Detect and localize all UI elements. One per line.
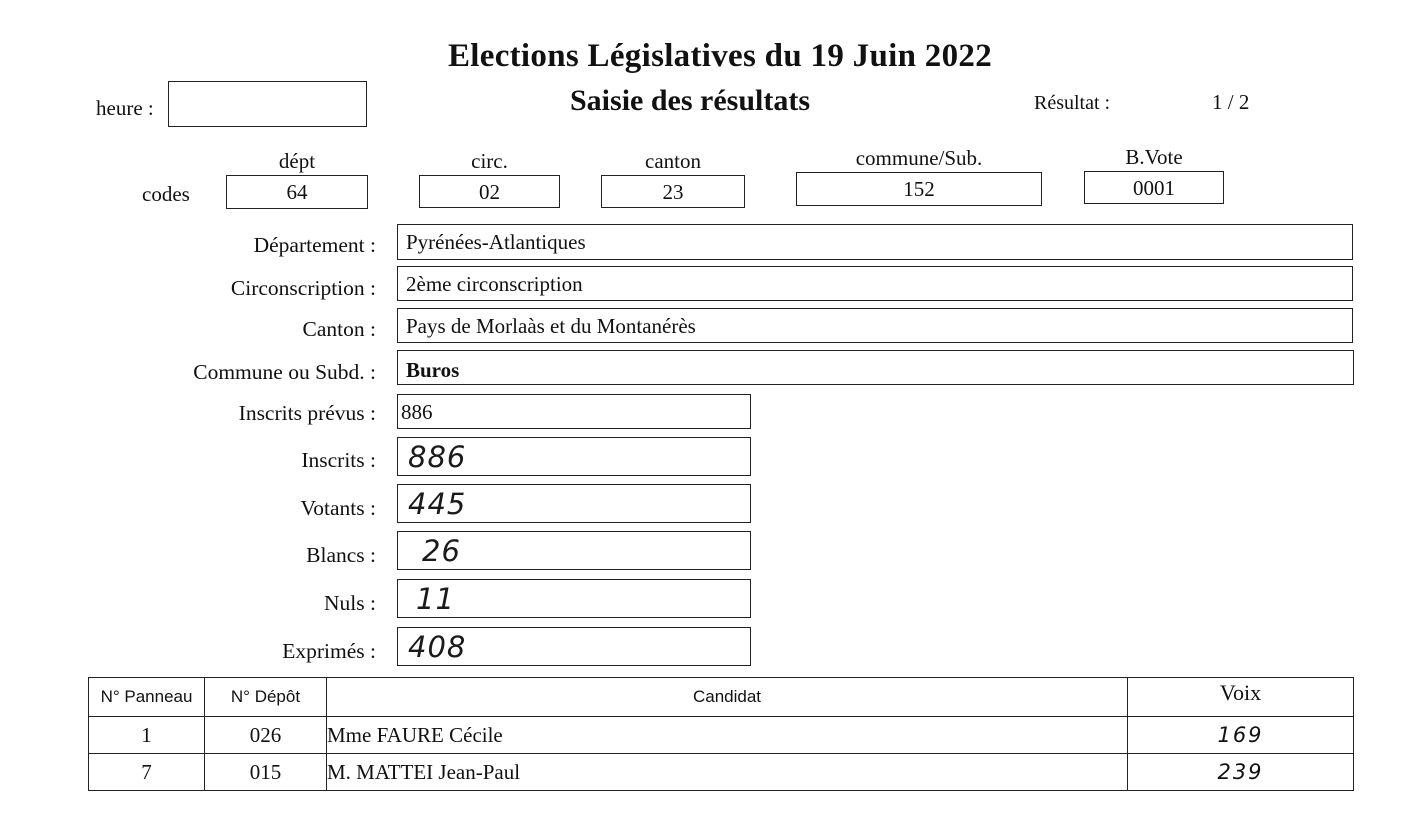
inscrits-prevus-label: Inscrits prévus : [238, 401, 376, 425]
table-header-row [89, 678, 1354, 717]
voix-cell[interactable]: 169 [1128, 717, 1354, 754]
commune-label: Commune ou Subd. : [193, 360, 376, 384]
table-row [89, 717, 1354, 754]
candidates-table [88, 677, 1354, 791]
blancs-field[interactable]: 26 [397, 531, 751, 570]
codes-label: codes [142, 182, 190, 206]
table-row [89, 754, 1354, 791]
panneau-header: N° Panneau [89, 678, 205, 717]
candidat-cell: Mme FAURE Cécile [327, 717, 1128, 754]
bvote-code-field[interactable]: 0001 [1084, 171, 1224, 204]
departement-label: Département : [253, 233, 376, 257]
canton-label: Canton : [302, 317, 376, 341]
canton-code-label: canton [645, 149, 701, 173]
dept-code-label: dépt [278, 149, 316, 173]
canton-field[interactable]: Pays de Morlaàs et du Montanérès [397, 308, 1353, 343]
panneau-cell: 7 [89, 754, 205, 791]
bvote-code-label: B.Vote [1125, 145, 1183, 169]
voix-header: Voix [1128, 678, 1354, 717]
heure-input[interactable] [168, 81, 367, 127]
circonscription-field[interactable]: 2ème circonscription [397, 266, 1353, 301]
depot-cell: 015 [205, 754, 327, 791]
nuls-label: Nuls : [324, 591, 376, 615]
departement-field[interactable]: Pyrénées-Atlantiques [397, 224, 1353, 260]
inscrits-field[interactable]: 886 [397, 437, 751, 476]
votants-label: Votants : [300, 496, 376, 520]
inscrits-label: Inscrits : [301, 448, 376, 472]
canton-code-field[interactable]: 23 [601, 175, 745, 208]
depot-cell: 026 [205, 717, 327, 754]
circ-code-field[interactable]: 02 [419, 175, 560, 208]
blancs-label: Blancs : [306, 543, 376, 567]
dept-code-field[interactable]: 64 [226, 175, 368, 209]
heure-label: heure : [96, 96, 154, 120]
circ-code-label: circ. [471, 149, 508, 173]
exprimes-label: Exprimés : [282, 639, 376, 663]
voix-cell[interactable]: 239 [1128, 754, 1354, 791]
circonscription-label: Circonscription : [230, 276, 376, 300]
commune-code-field[interactable]: 152 [796, 172, 1042, 206]
exprimes-field[interactable]: 408 [397, 627, 751, 666]
votants-field[interactable]: 445 [397, 484, 751, 523]
page-subtitle: Saisie des résultats [570, 84, 810, 117]
resultat-value: 1 / 2 [1212, 90, 1250, 114]
inscrits-prevus-field[interactable]: 886 [397, 394, 751, 429]
candidat-header: Candidat [327, 678, 1128, 717]
commune-field[interactable]: Buros [397, 350, 1354, 385]
candidat-cell: M. MATTEI Jean-Paul [327, 754, 1128, 791]
panneau-cell: 1 [89, 717, 205, 754]
commune-code-label: commune/Sub. [855, 146, 983, 170]
depot-header: N° Dépôt [205, 678, 327, 717]
page-title: Elections Législatives du 19 Juin 2022 [447, 38, 993, 74]
nuls-field[interactable]: 11 [397, 579, 751, 618]
resultat-label: Résultat : [1034, 92, 1111, 114]
